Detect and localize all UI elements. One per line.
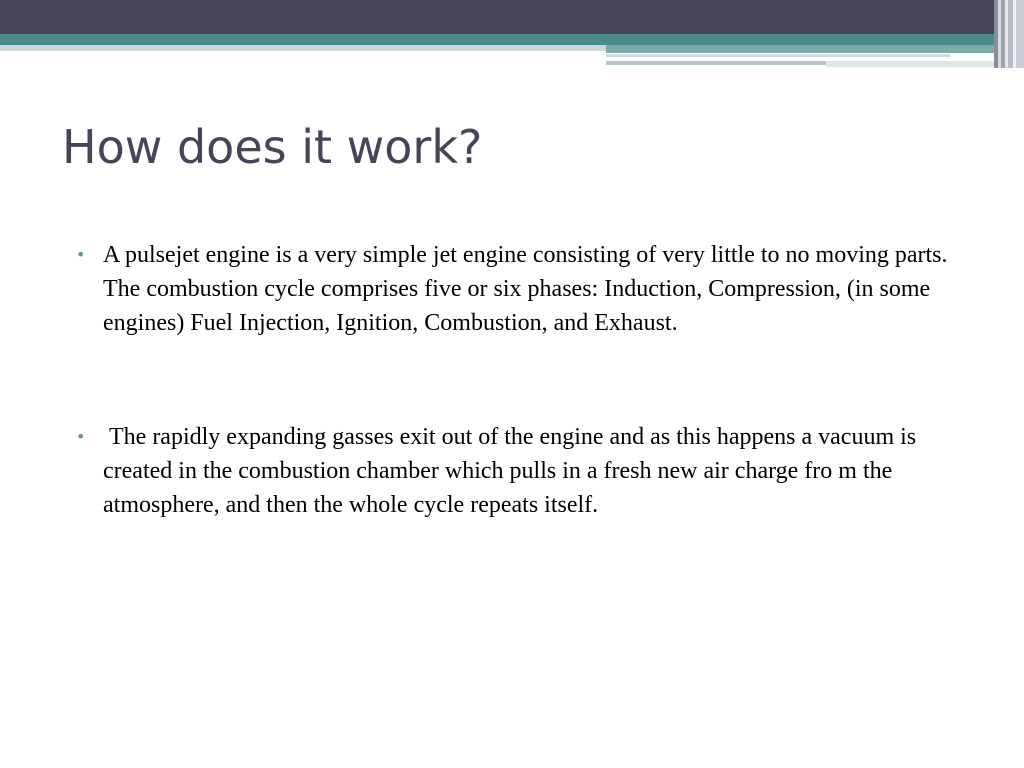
bullet-text: The rapidly expanding gasses exit out of the engine and as this happens a vacuum is created in the combustion chamber which pulls in a fresh new air charge fro m the atmosphere, and then the whole cycle repeats itself. [103, 424, 923, 518]
bullet-item [72, 420, 952, 522]
header-bar-dark [0, 0, 1024, 34]
bullet-text: A pulsejet engine is a very simple jet engine consisting of very little to no moving parts. The combustion cycle comprises five or six phases: Induction, Compression, (in some engines) Fuel Injection, Ignition, Combustion, and Exhaust. [103, 242, 960, 336]
header-bar-teal [0, 34, 1024, 45]
bullet-icon: • [76, 245, 86, 264]
bullet-item [72, 238, 960, 340]
header-accent-bar [606, 45, 1024, 53]
header-thin-line [606, 54, 950, 57]
bullet-icon: • [76, 427, 86, 446]
slide-title: How does it work? [62, 120, 483, 174]
bullet-list [72, 238, 960, 522]
header-vertical-stripes [994, 0, 1024, 68]
header-thin-line [606, 61, 826, 65]
